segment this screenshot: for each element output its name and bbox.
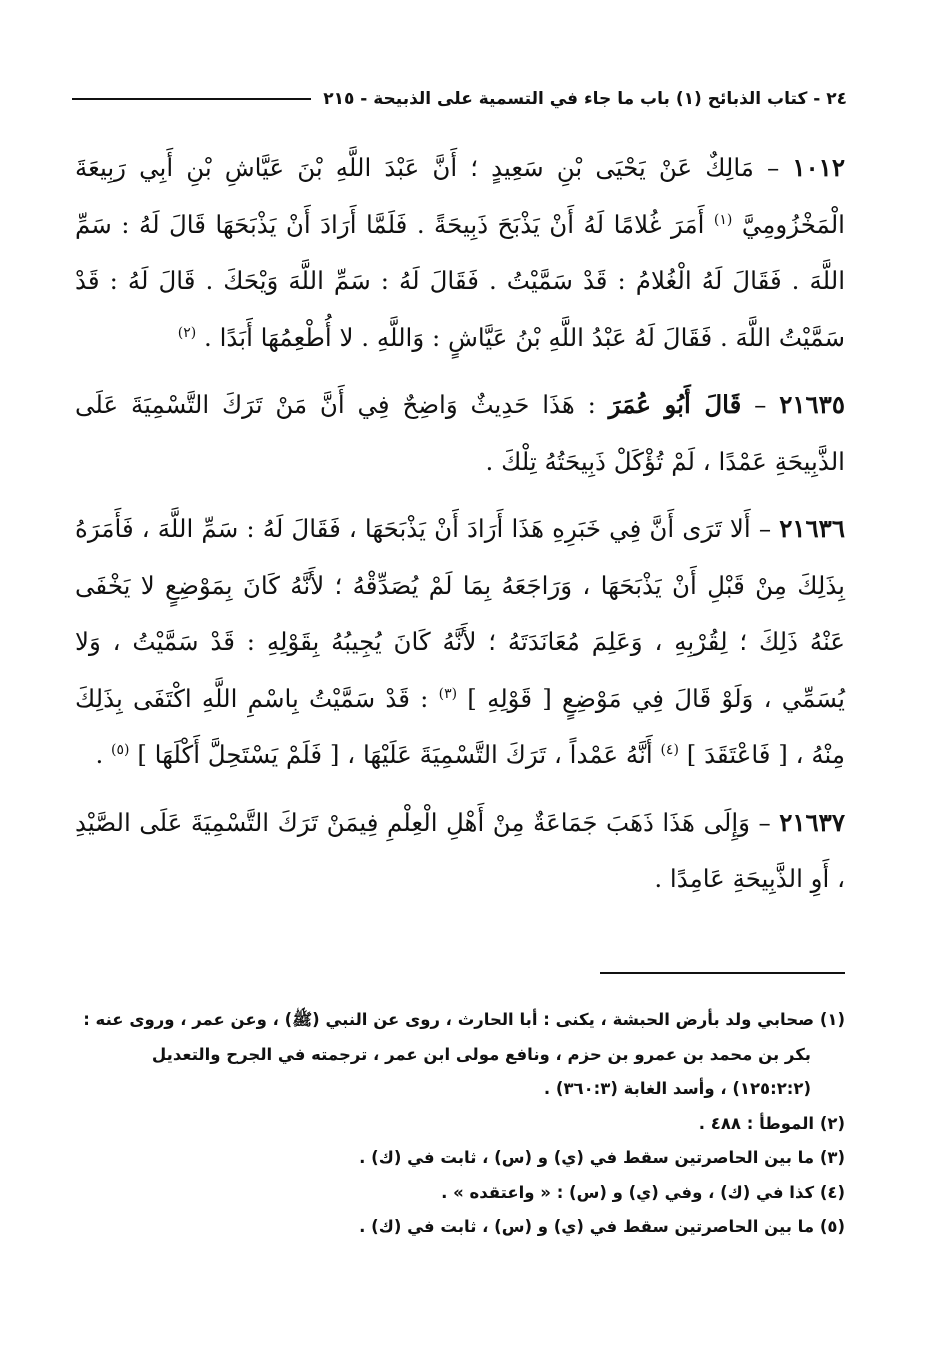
footnote-mark: (٥): [819, 1217, 845, 1236]
paragraph-text: .: [95, 740, 104, 769]
footnote-text: ما بين الحاصرتين سقط في (ي) و (س) ، ثابت في (ك) .: [359, 1148, 815, 1167]
paragraph-text: أَمَرَ غُلامًا لَهُ أَنْ يَذْبَحَ ذَبِيحَةً . فَلَمَّا أَرَادَ أَنْ يَذْبَحَهَا قَالَ لَهُ : سَمِّ اللَّهَ . فَقَالَ لَهُ الْغُلامُ : قَدْ سَمَّيْتُ . فَقَالَ لَهُ : سَمِّ اللَّهَ وَيْحَكَ . قَالَ لَهُ : قَدْ سَمَّيْتُ اللَّهَ . فَقَالَ لَهُ عَبْدُ اللَّهِ بْنُ عَيَّاشٍ : وَاللَّهِ . لا أُطْعِمُهَا أَبَدًا .: [75, 209, 845, 352]
paragraph-text: : قَدْ سَمَّيْتُ بِاسْمِ اللَّهِ اكْتَفَى بِذَلِكَ مِنْهُ ، [ فَاعْتَقَدَ ]: [75, 683, 845, 769]
footnote-text: صحابي ولد بأرض الحبشة ، يكنى : أبا الحارث ، روى عن النبي (ﷺ) ، وعن عمر ، وروى عنه :: [83, 1010, 815, 1029]
header-rule: [72, 98, 311, 100]
paragraph-number: ٢١٦٣٥: [779, 390, 845, 419]
speaker-lead: قَالَ أَبُو عُمَرَ: [608, 390, 742, 419]
paragraph-21637: [75, 795, 845, 908]
footnote-ref-1[interactable]: (١): [713, 211, 733, 228]
footnote-text: الموطأ : ٤٨٨ .: [698, 1113, 815, 1133]
footnote-continuation: بكر بن محمد بن عمرو بن حزم ، ونافع مولى ابن عمر ، ترجمته في الجرح والتعديل (١٢٥:٢:٢) ، وأسد الغابة (٣٦٠:٣) .: [151, 1044, 811, 1098]
footnote-mark: (١): [819, 1010, 845, 1029]
footnote-ref-3[interactable]: (٣): [438, 685, 458, 702]
footnote-3: [70, 1141, 845, 1176]
running-header: [72, 84, 847, 114]
paragraph-21635: [75, 377, 845, 490]
paragraph-text: : هَذَا حَدِيثٌ وَاضِحٌ فِي أَنَّ مَنْ تَرَكَ التَّسْمِيَةَ عَلَى الذَّبِيحَةِ عَمْدًا ، لَمْ تُؤْكَلْ ذَبِيحَتُهُ تِلْكَ .: [75, 390, 845, 476]
footnote-mark: (٤): [819, 1182, 845, 1202]
footnote-ref-5[interactable]: (٥): [111, 741, 130, 758]
dash: –: [753, 153, 780, 182]
dash: –: [741, 390, 767, 419]
paragraph-text: أَلا تَرَى أَنَّ فِي خَبَرِهِ هَذَا أَرَادَ أَنْ يَذْبَحَهَا ، فَقَالَ لَهُ : سَمِّ اللَّهَ ، فَأَمَرَهُ بِذَلِكَ مِنْ قَبْلِ أَنْ يَذْبَحَهَا ، وَرَاجَعَهُ بِمَا لَمْ يُصَدِّقْهُ ؛ لأَنَّهُ كَانَ بِمَوْضِعٍ لا يَخْفَى عَنْهُ ذَلِكَ ؛ لِقُرْبِهِ ، وَعَلِمَ مُعَانَدَتَهُ ؛ لأَنَّهُ كَانَ يُجِيبُهُ بِقَوْلِهِ : قَدْ سَمَّيْتُ ، وَلا يُسَمِّي ، وَلَوْ قَالَ فِي مَوْضِعٍ [ قَوْلِهِ ]: [75, 514, 845, 713]
footnote-4: [70, 1176, 845, 1211]
paragraph-1012: [75, 140, 845, 366]
paragraph-number: ٢١٦٣٦: [779, 514, 845, 543]
footnote-mark: (٣): [819, 1148, 845, 1167]
paragraph-number: ٢١٦٣٧: [779, 807, 845, 837]
paragraph-number: ١٠١٢: [792, 153, 845, 182]
paragraph-text: أَنَّهُ عَمْداً ، تَرَكَ التَّسْمِيَةَ عَلَيْهَا ، [ فَلَمْ يَسْتَحِلَّ أَكْلَهَا ]: [137, 740, 653, 769]
footnote-2: [70, 1107, 845, 1142]
footnotes: [70, 1003, 845, 1245]
paragraph-text: وَإِلَى هَذَا ذَهَبَ جَمَاعَةٌ مِنْ أَهْلِ الْعِلْمِ فِيمَنْ تَرَكَ التَّسْمِيَةَ عَلَى الصَّيْدِ ، أَوِ الذَّبِيحَةِ عَامِدًا .: [75, 807, 845, 893]
footnote-text: كذا في (ك) ، وفي (ي) و (س) : « واعتقده » .: [441, 1182, 815, 1202]
header-title: ٢٤ - كتاب الذبائح (١) باب ما جاء في التسمية على الذبيحة - ٢١٥: [323, 89, 847, 109]
footnote-1: [70, 1003, 845, 1107]
footnote-5: [70, 1210, 845, 1245]
dash: –: [749, 807, 771, 837]
dash: –: [750, 514, 772, 543]
footnote-text: ما بين الحاصرتين سقط في (ي) و (س) ، ثابت في (ك) .: [359, 1217, 815, 1236]
paragraph-text: مَالِكٌ عَنْ يَحْيَى بْنِ سَعِيدٍ ؛ أَنَّ عَبْدَ اللَّهِ بْنَ عَيَّاشِ بْنِ أَبِي رَبِيعَةَ الْمَخْزُومِيَّ: [75, 153, 845, 239]
main-text: [75, 140, 845, 919]
footnote-mark: (٢): [819, 1113, 845, 1133]
footnote-ref-2[interactable]: (٢): [177, 324, 197, 341]
footnote-ref-4[interactable]: (٤): [660, 741, 679, 758]
footnote-divider: [600, 972, 845, 974]
paragraph-21636: [75, 501, 845, 784]
